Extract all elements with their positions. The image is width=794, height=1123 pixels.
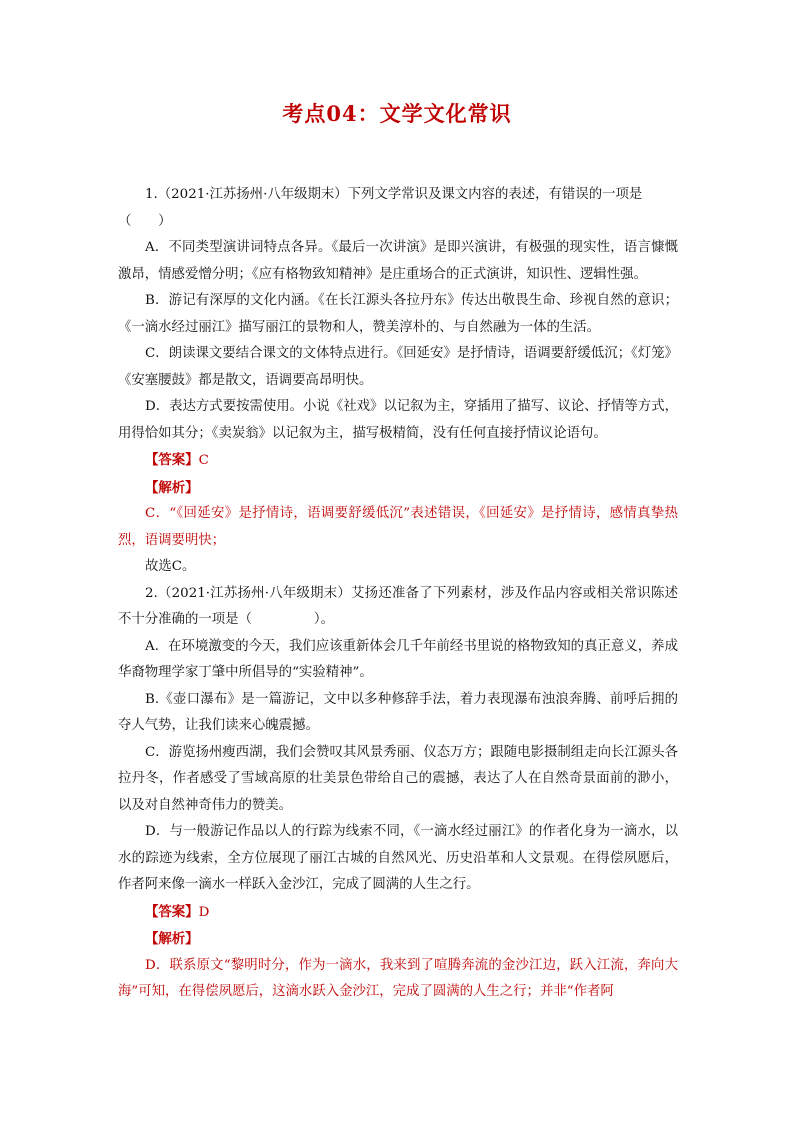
question-2-analysis-label: 【解析】 bbox=[145, 931, 199, 947]
question-2-analysis: D．联系原文“黎明时分，作为一滴水，我来到了喧腾奔流的金沙江边，跃入江流，奔向大海”可知，在得偿夙愿后，这滴水跃入金沙江，完成了圆满的人生之行；并非“作者阿 bbox=[118, 957, 678, 999]
question-2-answer bbox=[118, 899, 678, 927]
question-2-stem-end: ）。 bbox=[313, 612, 334, 627]
question-1-conclusion: 故选C。 bbox=[145, 559, 196, 574]
question-1-answer bbox=[118, 447, 678, 475]
answer-value: D bbox=[198, 904, 210, 920]
question-1-stem bbox=[118, 182, 678, 209]
question-1-analysis-label: 【解析】 bbox=[145, 479, 199, 496]
question-1-option-d: D．表达方式要按需使用。小说《社戏》以记叙为主，穿插用了描写、议论、抒情等方式，用得恰如其分；《卖炭翁》以记叙为主，描写极精简，没有任何直接抒情议论语句。 bbox=[118, 399, 678, 441]
answer-label: 【答案】 bbox=[145, 452, 199, 468]
answer-label: 【答案】 bbox=[145, 903, 199, 920]
question-2-stem bbox=[118, 581, 678, 634]
question-1-stem-text: 1.（2021·江苏扬州·八年级期末）下列文学常识及课文内容的表述，有错误的一项是 bbox=[145, 187, 643, 202]
question-1-paren: （ ） bbox=[118, 213, 172, 229]
question-1-option-c: C．朗读课文要结合课文的文体特点进行。《回延安》是抒情诗，语调要舒缓低沉；《灯笼》《安塞腰鼓》都是散文，语调要高昂明快。 bbox=[118, 346, 678, 388]
question-2-option-b: B.《壶口瀑布》是一篇游记，文中以多种修辞手法，着力表现瀑布浊浪奔腾、前呼后拥的夺人气势，让我们读来心魄震撼。 bbox=[118, 691, 678, 733]
question-2-stem-text: 2.（2021·江苏扬州·八年级期末）艾扬还准备了下列素材，涉及作品内容或相关常识陈述不十分准确的一项是（ bbox=[118, 585, 678, 627]
question-2-option-c: C．游览扬州瘦西湖，我们会赞叹其风景秀丽、仪态万方；跟随电影摄制组走向长江源头各拉丹冬，作者感受了雪域高原的壮美景色带给自己的震撼，表达了人在自然奇景面前的渺小，以及对自然神奇伟力的赞美。 bbox=[118, 744, 678, 813]
question-2-option-d: D．与一般游记作品以人的行踪为线索不同，《一滴水经过丽江》的作者化身为一滴水，以水的踪迹为线索，全方位展现了丽江古城的自然风光、历史沿革和人文景观。在得偿夙愿后，作者阿来像一滴水一样跃入金沙江，完成了圆满的人生之行。 bbox=[118, 824, 678, 892]
document-body bbox=[118, 182, 678, 1006]
page-title: 考点04：文学文化常识 bbox=[282, 101, 512, 126]
question-1-option-b: B．游记有深厚的文化内涵。《在长江源头各拉丹东》传达出敬畏生命、珍视自然的意识；《一滴水经过丽江》描写丽江的景物和人，赞美淳朴的、与自然融为一体的生活。 bbox=[118, 293, 678, 335]
question-2-option-a: A．在环境激变的今天，我们应该重新体会几千年前经书里说的格物致知的真正意义，养成华裔物理学家丁肇中所倡导的“实验精神”。 bbox=[118, 638, 678, 680]
question-1-option-a: A．不同类型演讲词特点各异。《最后一次讲演》是即兴演讲，有极强的现实性，语言慷慨激昂，情感爱憎分明；《应有格物致知精神》是庄重场合的正式演讲，知识性、逻辑性强。 bbox=[118, 240, 678, 282]
answer-value: C bbox=[198, 453, 209, 468]
question-1-analysis: C．“《回延安》是抒情诗，语调要舒缓低沉”表述错误，《回延安》是抒情诗，感情真挚热烈，语调要明快； bbox=[118, 506, 678, 548]
